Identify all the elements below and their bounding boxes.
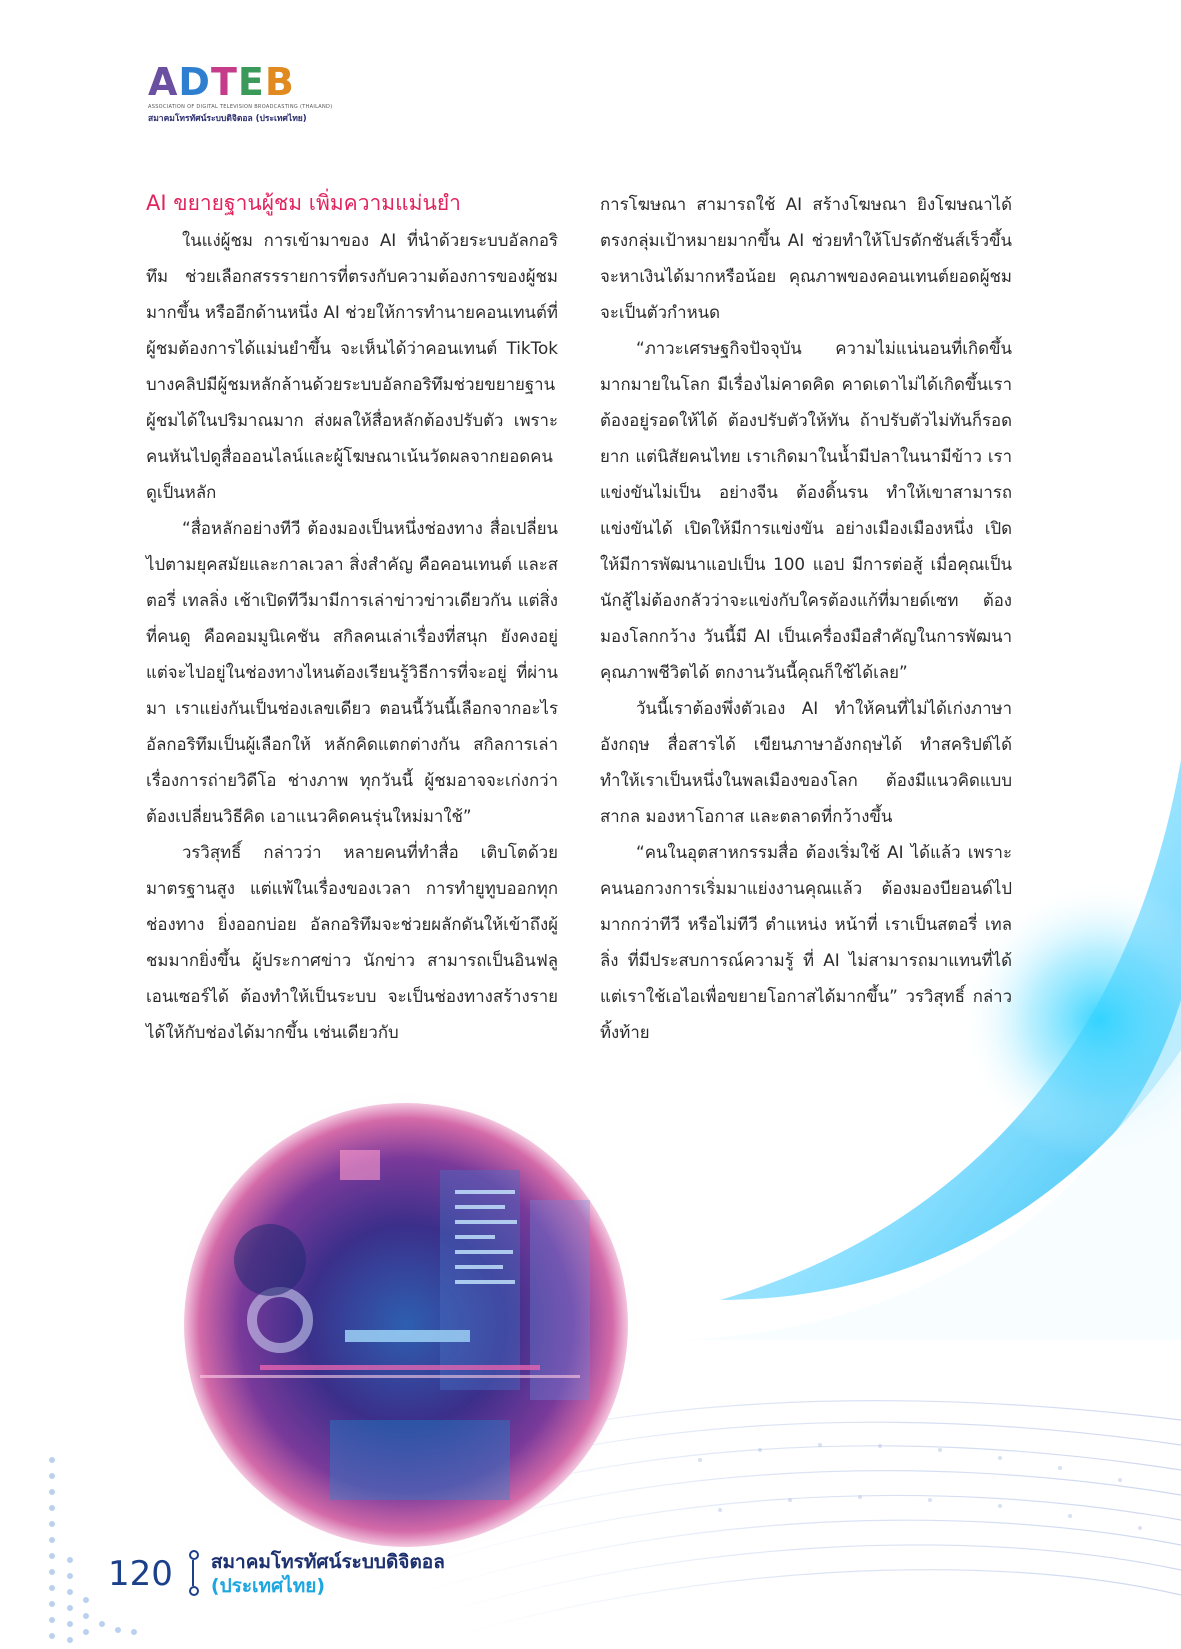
article-column-left bbox=[146, 186, 558, 1050]
adteb-logo bbox=[148, 62, 332, 125]
page-footer bbox=[108, 1550, 445, 1598]
logo-wordmark bbox=[148, 62, 332, 102]
logo-letter-d: D bbox=[178, 60, 211, 104]
right-paragraph-3: “คนในอุตสาหกรรมสื่อ ต้องเริ่มใช้ AI ได้แล้ว เพราะคนนอกวงการเริ่มมาแย่งงานคุณแล้ว ต้องมองบียอนด์ไปมากกว่าทีวี หรือไม่ทีวี ตำแหน่ง หน้าที่ เราเป็นสตอรี่ เทลลิ่ง ที่มีประสบการณ์ความรู้ ที่ AI ไม่สามารถมาแทนที่ได้ แต่เราใช้เอไอเพื่อขยายโอกาสได้มากขึ้น” วรวิสุทธิ์ กล่าวทิ้งท้าย bbox=[600, 842, 1012, 1042]
article-heading: AI ขยายฐานผู้ชม เพิ่มความแม่นยำ bbox=[146, 191, 461, 215]
page-number: 120 bbox=[108, 1554, 173, 1594]
footer-org-name bbox=[211, 1550, 445, 1598]
footer-org-line1: สมาคมโทรทัศน์ระบบดิจิตอล bbox=[210, 1551, 445, 1573]
left-paragraph-2: “สื่อหลักอย่างทีวี ต้องมองเป็นหนึ่งช่องทาง สื่อเปลี่ยนไปตามยุคสมัยและกาลเวลา สิ่งสำคัญ คือคอนเทนต์ และสตอรี่ เทลลิ่ง เช้าเปิดทีวีมามีการเล่าข่าวข่าวเดียวกัน แต่สิ่งที่คนดู คือคอมมูนิเคชัน สกิลคนเล่าเรื่องที่สนุก ยังคงอยู่ แต่จะไปอยู่ในช่องทางไหนต้องเรียนรู้วิธีการที่จะอยู่ ที่ผ่านมา เราแย่งกันเป็นช่องเลขเดียว ตอนนี้วันนี้เลือกจากอะไร อัลกอริทึมเป็นผู้เลือกให้ หลักคิดแตกต่างกัน สกิลการเล่าเรื่องการถ่ายวิดีโอ ช่างภาพ ทุกวันนี้ ผู้ชมอาจจะเก่งกว่าต้องเปลี่ยนวิธีคิด เอาแนวคิดคนรุ่นใหม่มาใช้” bbox=[146, 518, 558, 826]
logo-letter-b: B bbox=[264, 60, 295, 104]
logo-letter-e: E bbox=[237, 60, 265, 104]
right-paragraph-1: “ภาวะเศรษฐกิจปัจจุบัน ความไม่แน่นอนที่เกิดขึ้นมากมายในโลก มีเรื่องไม่คาดคิด คาดเดาไม่ได้เกิดขึ้นเราต้องอยู่รอดให้ได้ ต้องปรับตัวให้ทัน ถ้าปรับตัวไม่ทันก็รอดยาก แต่นิสัยคนไทย เราเกิดมาในน้ำมีปลาในนามีข้าว เราแข่งขันไม่เป็น อย่างจีน ต้องดิ้นรน ทำให้เขาสามารถแข่งขันได้ เปิดให้มีการแข่งขัน อย่างเมืองเมืองหนึ่ง เปิดให้มีการพัฒนาแอปเป็น 100 แอป มีการต่อสู้ เมื่อคุณเป็นนักสู้ไม่ต้องกลัวว่าจะแข่งกับใครต้องแก้ที่มายด์เซท ต้องมองโลกกว้าง วันนี้มี AI เป็นเครื่องมือสำคัญในการพัฒนาคุณภาพชีวิตได้ ตกงานวันนี้คุณก็ใช้ได้เลย” bbox=[600, 338, 1012, 682]
article-column-right bbox=[600, 186, 1012, 1050]
logo-subtitle-en: ASSOCIATION OF DIGITAL TELEVISION BROADCASTING (THAILAND) bbox=[148, 104, 333, 110]
left-paragraph-3: วรวิสุทธิ์ กล่าวว่า หลายคนที่ทำสื่อ เติบโตด้วยมาตรฐานสูง แต่แพ้ในเรื่องของเวลา การทำยูทูบออกทุกช่องทาง ยิ่งออกบ่อย อัลกอริทึมจะช่วยผลักดันให้เข้าถึงผู้ชมมากยิ่งขึ้น ผู้ประกาศข่าว นักข่าว สามารถเป็นอินฟลูเอนเซอร์ได้ ต้องทำให้เป็นระบบ จะเป็นช่องทางสร้างรายได้ให้กับช่องได้มากขึ้น เช่นเดียวกับ bbox=[146, 842, 558, 1042]
right-paragraph-2: วันนี้เราต้องพึ่งตัวเอง AI ทำให้คนที่ไม่ได้เก่งภาษาอังกฤษ สื่อสารได้ เขียนภาษาอังกฤษได้ ทำสคริปต์ได้ทำให้เราเป็นหนึ่งในพลเมืองของโลก ต้องมีแนวคิดแบบสากล มองหาโอกาส และตลาดที่กว้างขึ้น bbox=[600, 698, 1012, 826]
logo-letter-a: A bbox=[148, 60, 179, 104]
logo-subtitle-th: สมาคมโทรทัศน์ระบบดิจิตอล (ประเทศไทย) bbox=[148, 114, 307, 124]
footer-separator-icon bbox=[187, 1550, 199, 1598]
right-continuation: การโฆษณา สามารถใช้ AI สร้างโฆษณา ยิงโฆษณาได้ตรงกลุ่มเป้าหมายมากขึ้น AI ช่วยทำให้โปรดักชันส์เร็วขึ้น จะหาเงินได้มากหรือน้อย คุณภาพของคอนเทนต์ยอดผู้ชม จะเป็นตัวกำหนด bbox=[600, 194, 1012, 322]
left-paragraph-1: ในแง่ผู้ชม การเข้ามาของ AI ที่นำด้วยระบบอัลกอริทึม ช่วยเลือกสรรรายการที่ตรงกับความต้องการของผู้ชมมากขึ้น หรืออีกด้านหนึ่ง AI ช่วยให้การทำนายคอนเทนต์ที่ผู้ชมต้องการได้แม่นยำขึ้น จะเห็นได้ว่าคอนเทนต์ TikTok บางคลิปมีผู้ชมหลักล้านด้วยระบบอัลกอริทึมช่วยขยายฐานผู้ชมได้ในปริมาณมาก ส่งผลให้สื่อหลักต้องปรับตัว เพราะคนหันไปดูสื่อออนไลน์และผู้โฆษณาเน้นวัดผลจากยอดคนดูเป็นหลัก bbox=[146, 230, 558, 502]
logo-letter-t: T bbox=[210, 60, 238, 104]
footer-org-line2: (ประเทศไทย) bbox=[210, 1575, 326, 1597]
